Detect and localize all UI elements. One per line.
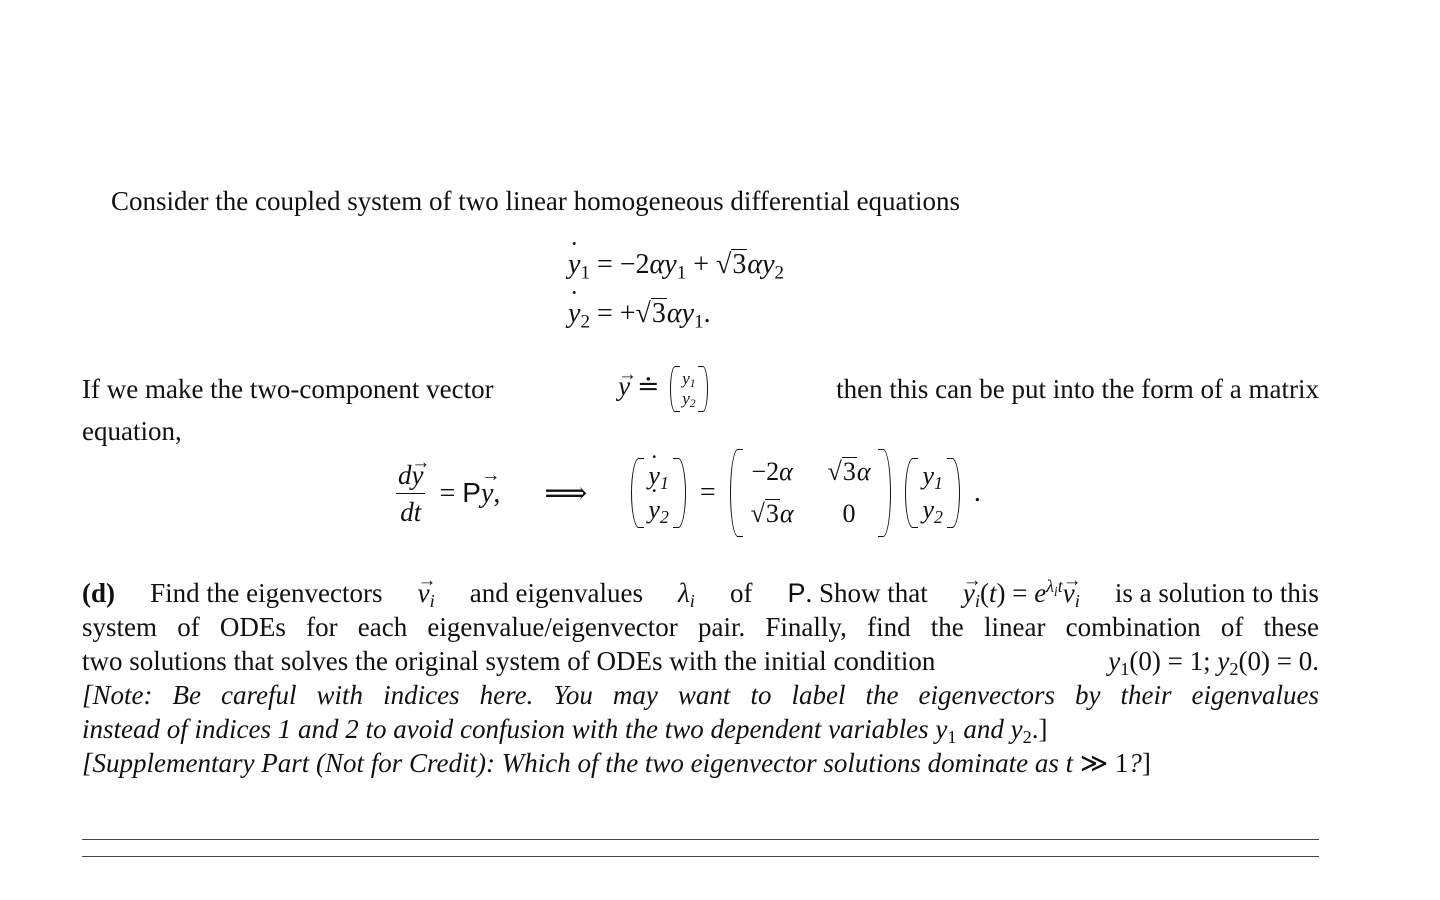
supplementary-line: [Supplementary Part (Not for Credit): Which of the two eigenvector solutions dominate as t ≫ 1?] [82, 748, 1151, 778]
y-column: $y_1$ $y_2$ [905, 458, 959, 528]
matrix-P: −2α √3α √3α 0 [730, 449, 892, 537]
intro-text: Consider the coupled system of two linear homogeneous differential equations [111, 186, 961, 216]
note-line-1: [Note: Be careful with indices here. You may want to label the eigenvectors by their eigenvalues [82, 680, 1319, 710]
column-vector-y: $y_1$ $y_2$ [670, 366, 707, 412]
part-d-line-3: two solutions that solves the original system of ODEs with the initial condition $y_1(0) = 1$; $y_2(0) = 0$. [82, 646, 1319, 680]
equation-2: ˙ $y_2 = +√3\alpha y_1$. [568, 294, 711, 334]
note-line-2: instead of indices 1 and 2 to avoid confusion with the two dependent variables $y_1$ and $y_2$.] [82, 714, 1048, 748]
part-d-line-1: (d) Find the eigenvectors → $v_i$ and eigenvalues $\lambda_i$ of P. Show that → $y_i(t) = e^{\lambda_it}\to v_i$ is a solution to this [82, 576, 1319, 610]
vector-definition: If we make the two-component vector → y ≐ $y_1$ $y_2$ then this can be put into the form of a matrix [82, 366, 1319, 412]
equation-word: equation, [82, 416, 182, 446]
answer-rule-2 [82, 856, 1319, 857]
part-label: (d) [82, 578, 115, 608]
matrix-equation: $\frac{d\to y}{dt}$ = P→ y, ⟹ ˙ $y_1$ ˙ $y_2$ = −2α √3α √3α 0 $y_1$ $y_2$ . [396, 448, 981, 538]
ydot-column: ˙ $y_1$ ˙ $y_2$ [631, 458, 685, 528]
equation-1: ˙ $y_1 = -2\alpha y_1 + √3\alpha y_2$ [568, 245, 784, 285]
answer-rule-1 [82, 839, 1319, 840]
derivative-fraction: $\frac{d\to y}{dt}$ [396, 457, 425, 530]
part-d-line-2: system of ODEs for each eigenvalue/eigenvector pair. Finally, find the linear combination of these [82, 612, 1319, 642]
